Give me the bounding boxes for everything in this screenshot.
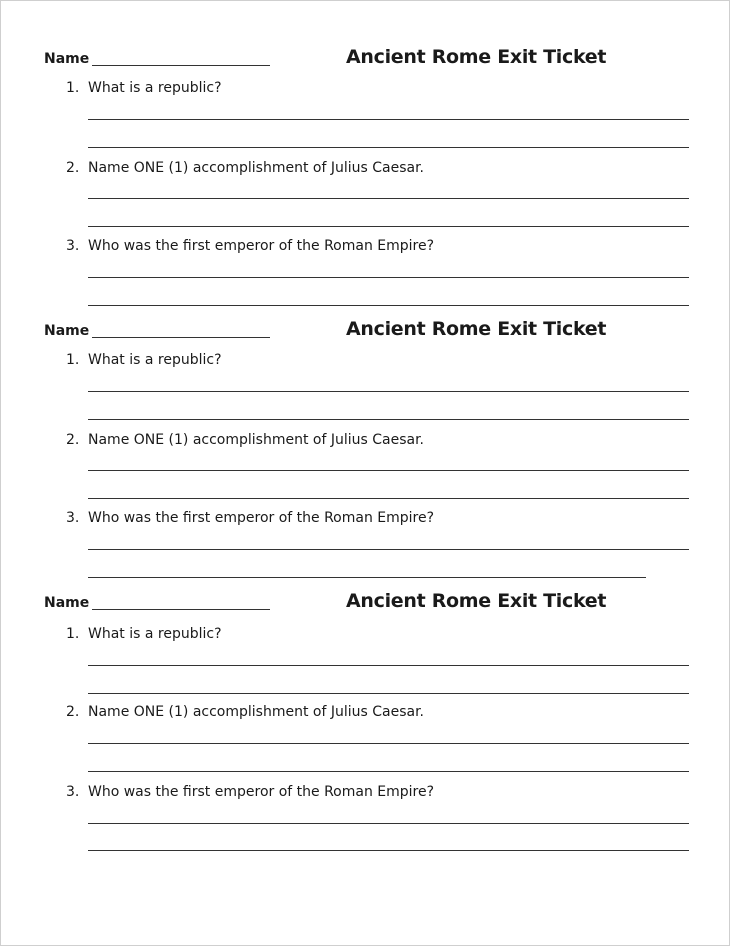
question-number: 1. (66, 352, 80, 368)
answer-line[interactable] (88, 391, 689, 392)
name-label: Name (44, 323, 90, 339)
question-1 (66, 626, 222, 642)
question-number: 3. (66, 784, 80, 800)
answer-line[interactable] (88, 226, 689, 227)
exit-ticket-2 (1, 273, 729, 545)
question-3 (66, 510, 434, 526)
answer-line[interactable] (88, 470, 689, 471)
question-3 (66, 238, 434, 254)
question-text: Name ONE (1) accomplishment of Julius Caesar. (88, 160, 424, 176)
question-1 (66, 80, 222, 96)
question-text: Who was the first emperor of the Roman Empire? (88, 784, 435, 800)
answer-line[interactable] (88, 665, 689, 666)
name-line[interactable] (92, 609, 270, 610)
ticket-title: Ancient Rome Exit Ticket (346, 318, 607, 340)
question-text: Who was the first emperor of the Roman Empire? (88, 510, 435, 526)
answer-line[interactable] (88, 498, 689, 499)
name-label: Name (44, 595, 90, 611)
answer-line[interactable] (88, 743, 689, 744)
question-2 (66, 160, 424, 176)
question-number: 1. (66, 626, 80, 642)
question-text: Name ONE (1) accomplishment of Julius Caesar. (88, 432, 424, 448)
question-3 (66, 784, 434, 800)
answer-line[interactable] (88, 693, 689, 694)
name-line[interactable] (92, 337, 270, 338)
question-2 (66, 704, 424, 720)
question-text: What is a republic? (88, 626, 222, 642)
ticket-title: Ancient Rome Exit Ticket (346, 590, 607, 612)
question-text: Name ONE (1) accomplishment of Julius Caesar. (88, 704, 424, 720)
question-text: What is a republic? (88, 352, 222, 368)
question-number: 2. (66, 704, 80, 720)
question-number: 3. (66, 238, 80, 254)
question-number: 1. (66, 80, 80, 96)
question-text: Who was the first emperor of the Roman Empire? (88, 238, 435, 254)
answer-line[interactable] (88, 119, 689, 120)
question-2 (66, 432, 424, 448)
question-text: What is a republic? (88, 80, 222, 96)
answer-line[interactable] (88, 147, 689, 148)
answer-line[interactable] (88, 419, 689, 420)
name-line[interactable] (92, 65, 270, 66)
name-label: Name (44, 51, 90, 67)
question-number: 3. (66, 510, 80, 526)
question-number: 2. (66, 160, 80, 176)
answer-line[interactable] (88, 198, 689, 199)
ticket-title: Ancient Rome Exit Ticket (346, 46, 607, 68)
answer-line[interactable] (88, 823, 689, 824)
answer-line[interactable] (88, 771, 689, 772)
question-number: 2. (66, 432, 80, 448)
answer-line[interactable] (88, 850, 689, 851)
question-1 (66, 352, 222, 368)
exit-ticket-3 (1, 545, 729, 817)
exit-ticket-1 (1, 1, 729, 273)
